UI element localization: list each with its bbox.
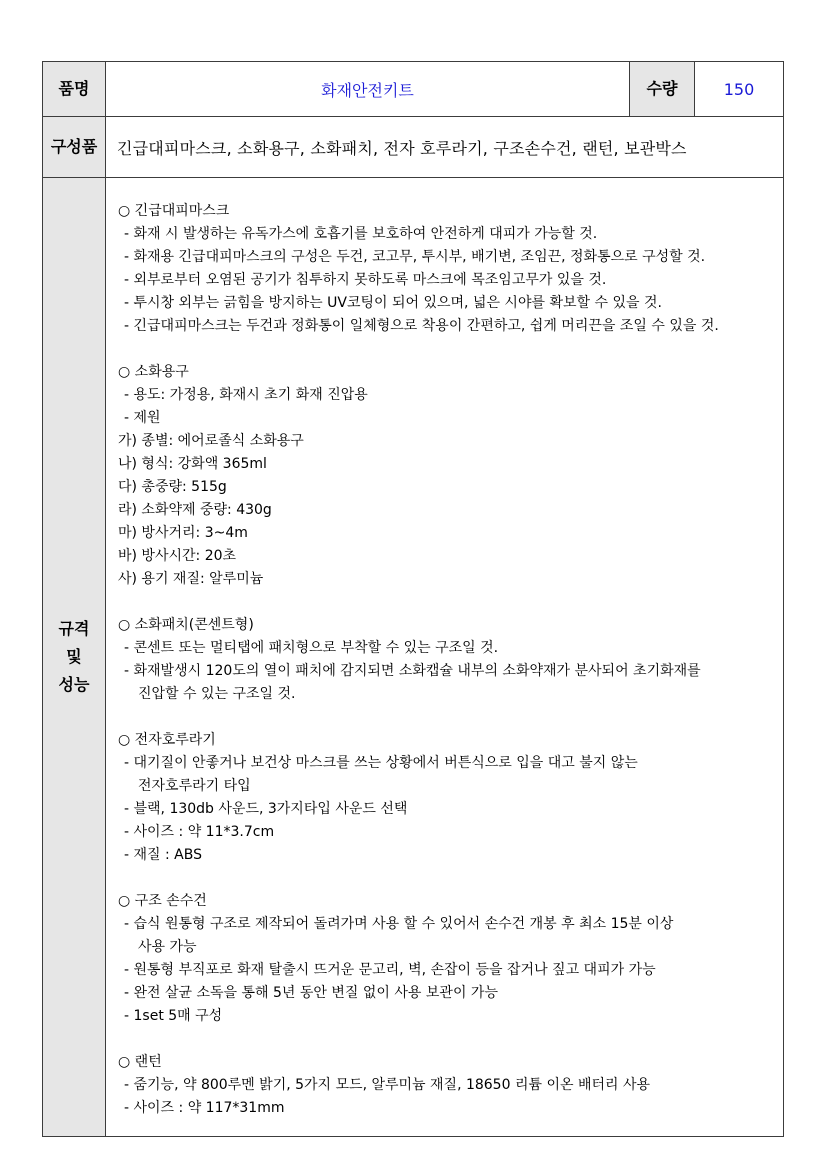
spec-line: - 줌기능, 약 800루멘 밝기, 5가지 모드, 알루미늄 재질, 18650 리튬 이온 배터리 사용 xyxy=(124,1077,651,1093)
section-heading: ○ 소화용구 xyxy=(118,364,189,380)
section-heading: ○ 긴급대피마스크 xyxy=(118,203,230,219)
spec-section xyxy=(118,1051,785,1120)
section-heading: ○ 구조 손수건 xyxy=(118,893,207,909)
row-divider xyxy=(43,177,783,178)
spec-line: - 사이즈 : 약 11*3.7cm xyxy=(124,824,275,840)
spec-line: - 외부로부터 오염된 공기가 침투하지 못하도록 마스크에 목조임고무가 있을 것. xyxy=(124,272,607,288)
spec-line: 라) 소화약제 중량: 430g xyxy=(118,502,272,518)
spec-line: - 습식 원통형 구조로 제작되어 돌려가며 사용 할 수 있어서 손수건 개봉 후 최소 15분 이상 xyxy=(124,916,674,932)
spec-line: 다) 총중량: 515g xyxy=(118,479,227,495)
spec-label-line: 규격 xyxy=(58,619,90,638)
section-heading: ○ 전자호루라기 xyxy=(118,732,216,748)
spec-content xyxy=(118,200,785,1143)
components-value: 긴급대피마스크, 소화용구, 소화패치, 전자 호루라기, 구조손수건, 랜턴, 보관박스 xyxy=(117,138,687,158)
spec-section xyxy=(118,890,785,1028)
components-label: 구성품 xyxy=(43,117,105,177)
spec-line: - 블랙, 130db 사운드, 3가지타입 사운드 선택 xyxy=(124,801,408,817)
spec-line: - 완전 살균 소독을 통해 5년 동안 변질 없이 사용 보관이 가능 xyxy=(124,985,498,1001)
spec-line: 바) 방사시간: 20초 xyxy=(118,548,237,564)
spec-line: 가) 종별: 에어로졸식 소화용구 xyxy=(118,433,304,449)
spec-label-line: 및 xyxy=(66,647,82,666)
spec-line: - 제원 xyxy=(124,410,161,426)
spec-line: - 화재용 긴급대피마스크의 구성은 두건, 코고무, 투시부, 배기변, 조임끈, 정화통으로 구성할 것. xyxy=(124,249,706,265)
spec-line: 사) 용기 재질: 알루미늄 xyxy=(118,571,264,587)
spec-line: - 투시창 외부는 긁힘을 방지하는 UV코팅이 되어 있으며, 넓은 시야를 확보할 수 있을 것. xyxy=(124,295,662,311)
quantity-label: 수량 xyxy=(630,62,694,116)
spec-line: - 화재발생시 120도의 열이 패치에 감지되면 소화캡슐 내부의 소화약재가 분사되어 초기화재를 xyxy=(124,663,701,679)
spec-line: - 긴급대피마스크는 두건과 정화통이 일체형으로 착용이 간편하고, 쉽게 머리끈을 조일 수 있을 것. xyxy=(124,318,719,334)
spec-line: 사용 가능 xyxy=(138,939,197,955)
spec-line: 마) 방사거리: 3~4m xyxy=(118,525,248,541)
spec-section xyxy=(118,361,785,591)
product-name-label: 품명 xyxy=(43,62,105,116)
spec-line: 전자호루라기 타입 xyxy=(138,778,251,794)
quantity-value: 150 xyxy=(723,79,755,99)
spec-table xyxy=(42,61,784,1137)
spec-line: - 사이즈 : 약 117*31mm xyxy=(124,1100,285,1116)
product-name-value: 화재안전키트 xyxy=(321,80,414,100)
column-divider xyxy=(105,62,106,1136)
spec-line: - 1set 5매 구성 xyxy=(124,1008,223,1024)
spec-label xyxy=(43,178,105,1136)
spec-section xyxy=(118,614,785,706)
spec-section xyxy=(118,729,785,867)
spec-line: - 재질 : ABS xyxy=(124,847,202,863)
spec-section xyxy=(118,200,785,338)
spec-line: - 용도: 가정용, 화재시 초기 화재 진압용 xyxy=(124,387,368,403)
spec-line: - 화재 시 발생하는 유독가스에 호흡기를 보호하여 안전하게 대피가 가능할 것. xyxy=(124,226,598,242)
section-heading: ○ 소화패치(콘센트형) xyxy=(118,617,254,633)
spec-line: 나) 형식: 강화액 365ml xyxy=(118,456,267,472)
spec-line: - 대기질이 안좋거나 보건상 마스크를 쓰는 상황에서 버튼식으로 입을 대고 불지 않는 xyxy=(124,755,638,771)
spec-label-line: 성능 xyxy=(58,675,90,694)
spec-line: 진압할 수 있는 구조일 것. xyxy=(138,686,296,702)
spec-line: - 콘센트 또는 멀티탭에 패치형으로 부착할 수 있는 구조일 것. xyxy=(124,640,499,656)
spec-line: - 원통형 부직포로 화재 탈출시 뜨거운 문고리, 벽, 손잡이 등을 잡거나 짚고 대피가 가능 xyxy=(124,962,656,978)
section-heading: ○ 랜턴 xyxy=(118,1054,162,1070)
